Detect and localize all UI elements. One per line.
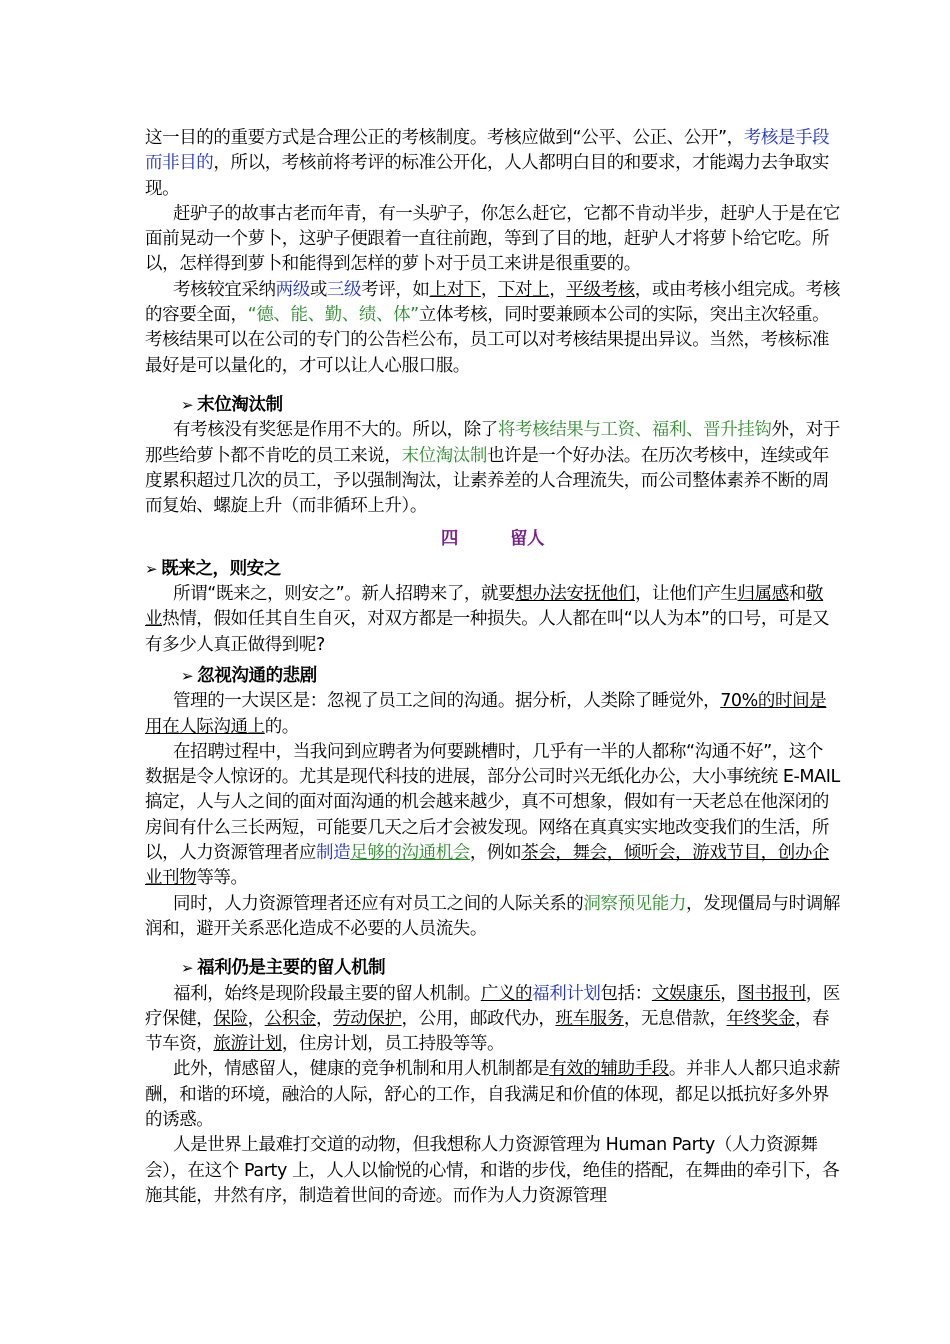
text: 立体考核，同时要兼顾本公司的实际，突出主次轻重。考核结果可以在公司的专门的公告栏公布，员工可以对考核结果提出异议。当然，考核标准最好是可以量化的，才可以让人心服口服。	[145, 305, 830, 376]
paragraph-communication-3	[145, 892, 840, 943]
underlined-text: 茶会，舞会，倾听会，游戏节目，创办企业刊物	[145, 843, 830, 889]
highlight-text: 制造	[316, 843, 351, 864]
paragraph-settle-in	[145, 582, 840, 658]
underlined-text: 旅游计划	[213, 1034, 282, 1055]
underlined-text: 保险	[213, 1008, 248, 1029]
text: ，例如	[469, 843, 522, 864]
arrow-bullet-icon: ➢	[181, 666, 194, 685]
paragraph-human-party: 人是世界上最难打交道的动物，但我想称人力资源管理为 Human Party（人力资源舞会），在这个 Party 上，人人以愉悦的心情，和谐的步伐，绝佳的搭配，在舞曲的牵引下，各施其能，井然有序，制造着世间的奇迹。而作为人力资源管理	[145, 1135, 840, 1206]
paragraph-elimination	[145, 418, 840, 519]
text: ，	[720, 983, 738, 1004]
paragraph-assessment-method	[145, 278, 840, 379]
section-number: 四	[440, 529, 458, 550]
underlined-text: 图书报刊	[737, 983, 806, 1004]
text: ，公用，邮政代办，	[401, 1008, 556, 1029]
text: 考核较宜采纳	[173, 279, 276, 300]
underlined-text: 年终奖金	[726, 1008, 795, 1029]
text: ，让他们产生	[634, 584, 738, 605]
text: 所谓“既来之，则安之”。新人招聘来了，就要	[173, 584, 516, 605]
text: 福利，始终是现阶段最主要的留人机制。	[173, 983, 481, 1004]
arrow-bullet-icon: ➢	[145, 559, 158, 578]
highlight-text: 将考核结果与工资、福利、晋升挂钩	[497, 420, 772, 441]
text: 有考核没有奖惩是作用不大的。所以，除了	[173, 420, 498, 441]
arrow-bullet-icon: ➢	[181, 395, 194, 414]
text: ，春节车资，	[145, 1008, 830, 1055]
text: ，	[549, 279, 567, 300]
text: 管理的一大误区是：忽视了员工之间的沟通。据分析，人类除了睡觉外，	[173, 691, 721, 712]
heading-text: 福利仍是主要的留人机制	[197, 958, 386, 979]
text: 的。	[264, 716, 299, 737]
underlined-text: 班车服务	[555, 1008, 624, 1029]
underlined-text: 70%的时间是用在人际沟通上	[145, 691, 827, 737]
text: 等等。	[196, 868, 248, 889]
text: 此外，情感留人，健康的竞争机制和用人机制都是	[173, 1059, 550, 1080]
underlined-text: 下对上	[497, 279, 550, 300]
underlined-text: 劳动保护	[333, 1008, 402, 1029]
document-page	[145, 126, 840, 1209]
heading-welfare	[145, 956, 840, 981]
underlined-text: 广义的	[480, 983, 533, 1004]
section-title: 留人	[509, 529, 545, 550]
paragraph-donkey-story: 赶驴子的故事古老而年青，有一头驴子，你怎么赶它，它都不肯动半步，赶驴人于是在它面前晃动一个萝卜，这驴子便跟着一直往前跑，等到了目的地，赶驴人才将萝卜给它吃。所以，怎样得到萝卜和能得到怎样的萝卜对于员工来讲是很重要的。	[145, 203, 840, 275]
text: 外，对于那些给萝卜都不肯吃的员工来说，	[145, 420, 840, 466]
text: ，无息借款，	[623, 1008, 727, 1029]
underlined-text: 归属感	[737, 584, 789, 605]
heading-communication	[145, 664, 840, 689]
highlight-text: 福利计划	[532, 983, 601, 1004]
text: ，	[316, 1008, 334, 1029]
heading-text: 末位淘汰制	[197, 394, 283, 415]
text: 和	[788, 584, 806, 605]
text: 这一目的的重要方式是合理公正的考核制度。考核应做到“公平、公正、公开”，	[145, 128, 744, 148]
underlined-text: 想办法安抚他们	[515, 584, 635, 605]
paragraph-welfare	[145, 982, 840, 1058]
text: 同时，人力资源管理者还应有对员工之间的人际关系的	[173, 893, 584, 914]
paragraph-communication-1	[145, 689, 840, 740]
paragraph-communication-2	[145, 740, 840, 892]
underlined-text: 有效的辅助手段	[549, 1059, 669, 1080]
text: 或	[309, 279, 327, 300]
spacer	[145, 379, 840, 387]
heading-text: 既来之，则安之	[161, 558, 281, 579]
text: ，医疗保健，	[145, 983, 840, 1029]
text: 在招聘过程中，当我问到应聘者为何要跳槽时，几乎有一半的人都称“沟通不好”，这个数据是令人惊讶的。尤其是现代科技的进展，部分公司时兴无纸化办公，大小事统统 E-MAIL 搞定，人与人之间的面对面沟通的机会越来越少，真不可想象，假如有一天老总在他深闭的房间有什么三长两短，可能要几天之后才会被发现。网络在真真实实地改变我们的生活，所以，人力资源管理者应	[145, 741, 840, 864]
text: ，或由考核小组完成。考核的容要全面，	[145, 279, 840, 326]
text: 考评，如	[361, 279, 430, 300]
highlight-text: 洞察预见能力	[583, 893, 687, 914]
text: 热情，假如任其自生自灭，对双方都是一种损失。人人都在叫“以人为本”的口号，可是又有多少人真正做得到呢?	[145, 609, 830, 655]
underlined-text: 敬业	[145, 584, 824, 630]
paragraph-emotional-retention	[145, 1057, 840, 1133]
text: ，住房计划，员工持股等等。	[281, 1034, 505, 1055]
heading-settle-in	[145, 557, 840, 582]
text: 也许是一个好办法。在历次考核中，连续或年度累积超过几次的员工，予以强制淘汰，让素养差的人合理流失，而公司整体素养不断的周而复始、螺旋上升（而非循环上升）。	[145, 445, 829, 517]
highlight-text: 末位淘汰制	[401, 445, 487, 466]
spacer	[145, 942, 840, 950]
text: ，	[480, 279, 498, 300]
underlined-text: 公积金	[264, 1008, 317, 1029]
heading-text: 忽视沟通的悲剧	[197, 665, 317, 686]
highlight-text: 两级	[275, 279, 310, 300]
paragraph-assessment-purpose	[145, 126, 840, 202]
text: ，所以，考核前将考评的标准公开化，人人都明白目的和要求，才能竭力去争取实现。	[145, 153, 830, 199]
section-heading-retention	[145, 527, 840, 552]
heading-last-place-elimination	[145, 393, 840, 418]
highlight-text: “德、能、勤、绩、体”	[247, 305, 419, 326]
highlight-text: 足够的沟通机会	[350, 843, 470, 864]
underlined-text: 文娱康乐	[651, 983, 721, 1004]
underlined-text: 平级考核	[566, 279, 635, 300]
highlight-text: 考核是手段而非目的	[145, 128, 830, 174]
text: 。并非人人都只追求薪酬，和谐的环境，融洽的人际，舒心的工作，自我满足和价值的体现，都足以抵抗好多外界的诱惑。	[145, 1059, 840, 1130]
text: ，	[247, 1008, 265, 1029]
highlight-text: 三级	[326, 279, 362, 300]
text: 包括：	[600, 983, 652, 1004]
text: ，发现僵局与时调解润和，避开关系恶化造成不必要的人员流失。	[145, 893, 840, 939]
arrow-bullet-icon: ➢	[181, 959, 194, 978]
underlined-text: 上对下	[429, 279, 481, 300]
